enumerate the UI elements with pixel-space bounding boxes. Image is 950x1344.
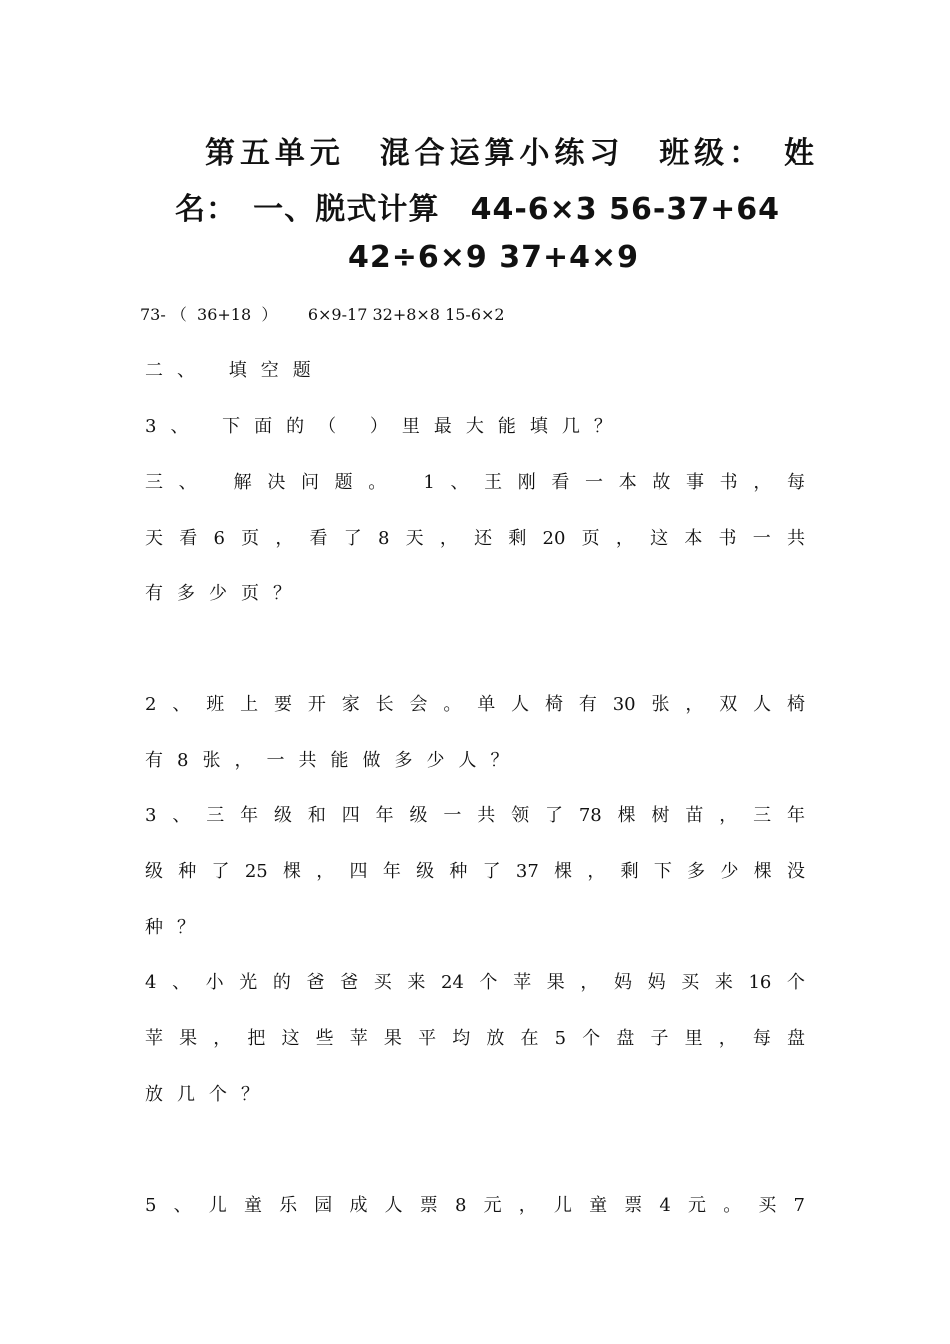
problem-4-line-3: 放几个？: [145, 1084, 273, 1105]
worksheet-title-line-2: 名： 一、脱式计算 44-6×3 56-37+64: [175, 192, 780, 227]
solve-problems-line-2: 天看6页，看了8天，还剩20页，这本书一共: [145, 528, 805, 549]
problem-3-line-2: 级种了25棵，四年级种了37棵，剩下多少棵没: [145, 861, 805, 882]
solve-problems-line-3: 有多少页？: [145, 583, 305, 604]
problem-5-line-1: 5、儿童乐园成人票8元，儿童票4元。买7: [145, 1195, 805, 1216]
calculation-row: 73- （ 36+18 ） 6×9-17 32+8×8 15-6×2: [140, 305, 505, 324]
problem-3-line-1: 3、三年级和四年级一共领了78棵树苗，三年: [145, 805, 805, 826]
problem-4-line-2: 苹果，把这些苹果平均放在5个盘子里，每盘: [145, 1028, 805, 1049]
problem-2-line-1: 2、班上要开家长会。单人椅有30张，双人椅: [145, 694, 805, 715]
problem-2-line-2: 有8张，一共能做多少人？: [145, 750, 523, 771]
problem-4-line-1: 4、小光的爸爸买来24个苹果，妈妈买来16个: [145, 972, 805, 993]
fill-blank-question-3: 3、 下面的（ ）里最大能填几？: [145, 416, 626, 437]
section-fill-blank-heading: 二、 填空题: [145, 360, 325, 381]
solve-problems-line-1: 三、 解决问题。 1、王刚看一本故事书，每: [145, 472, 805, 493]
worksheet-title-line-3: 42÷6×9 37+4×9: [348, 240, 639, 275]
worksheet-title-line-1: 第五单元 混合运算小练习 班级： 姓: [205, 136, 815, 171]
problem-3-line-3: 种？: [145, 917, 209, 938]
